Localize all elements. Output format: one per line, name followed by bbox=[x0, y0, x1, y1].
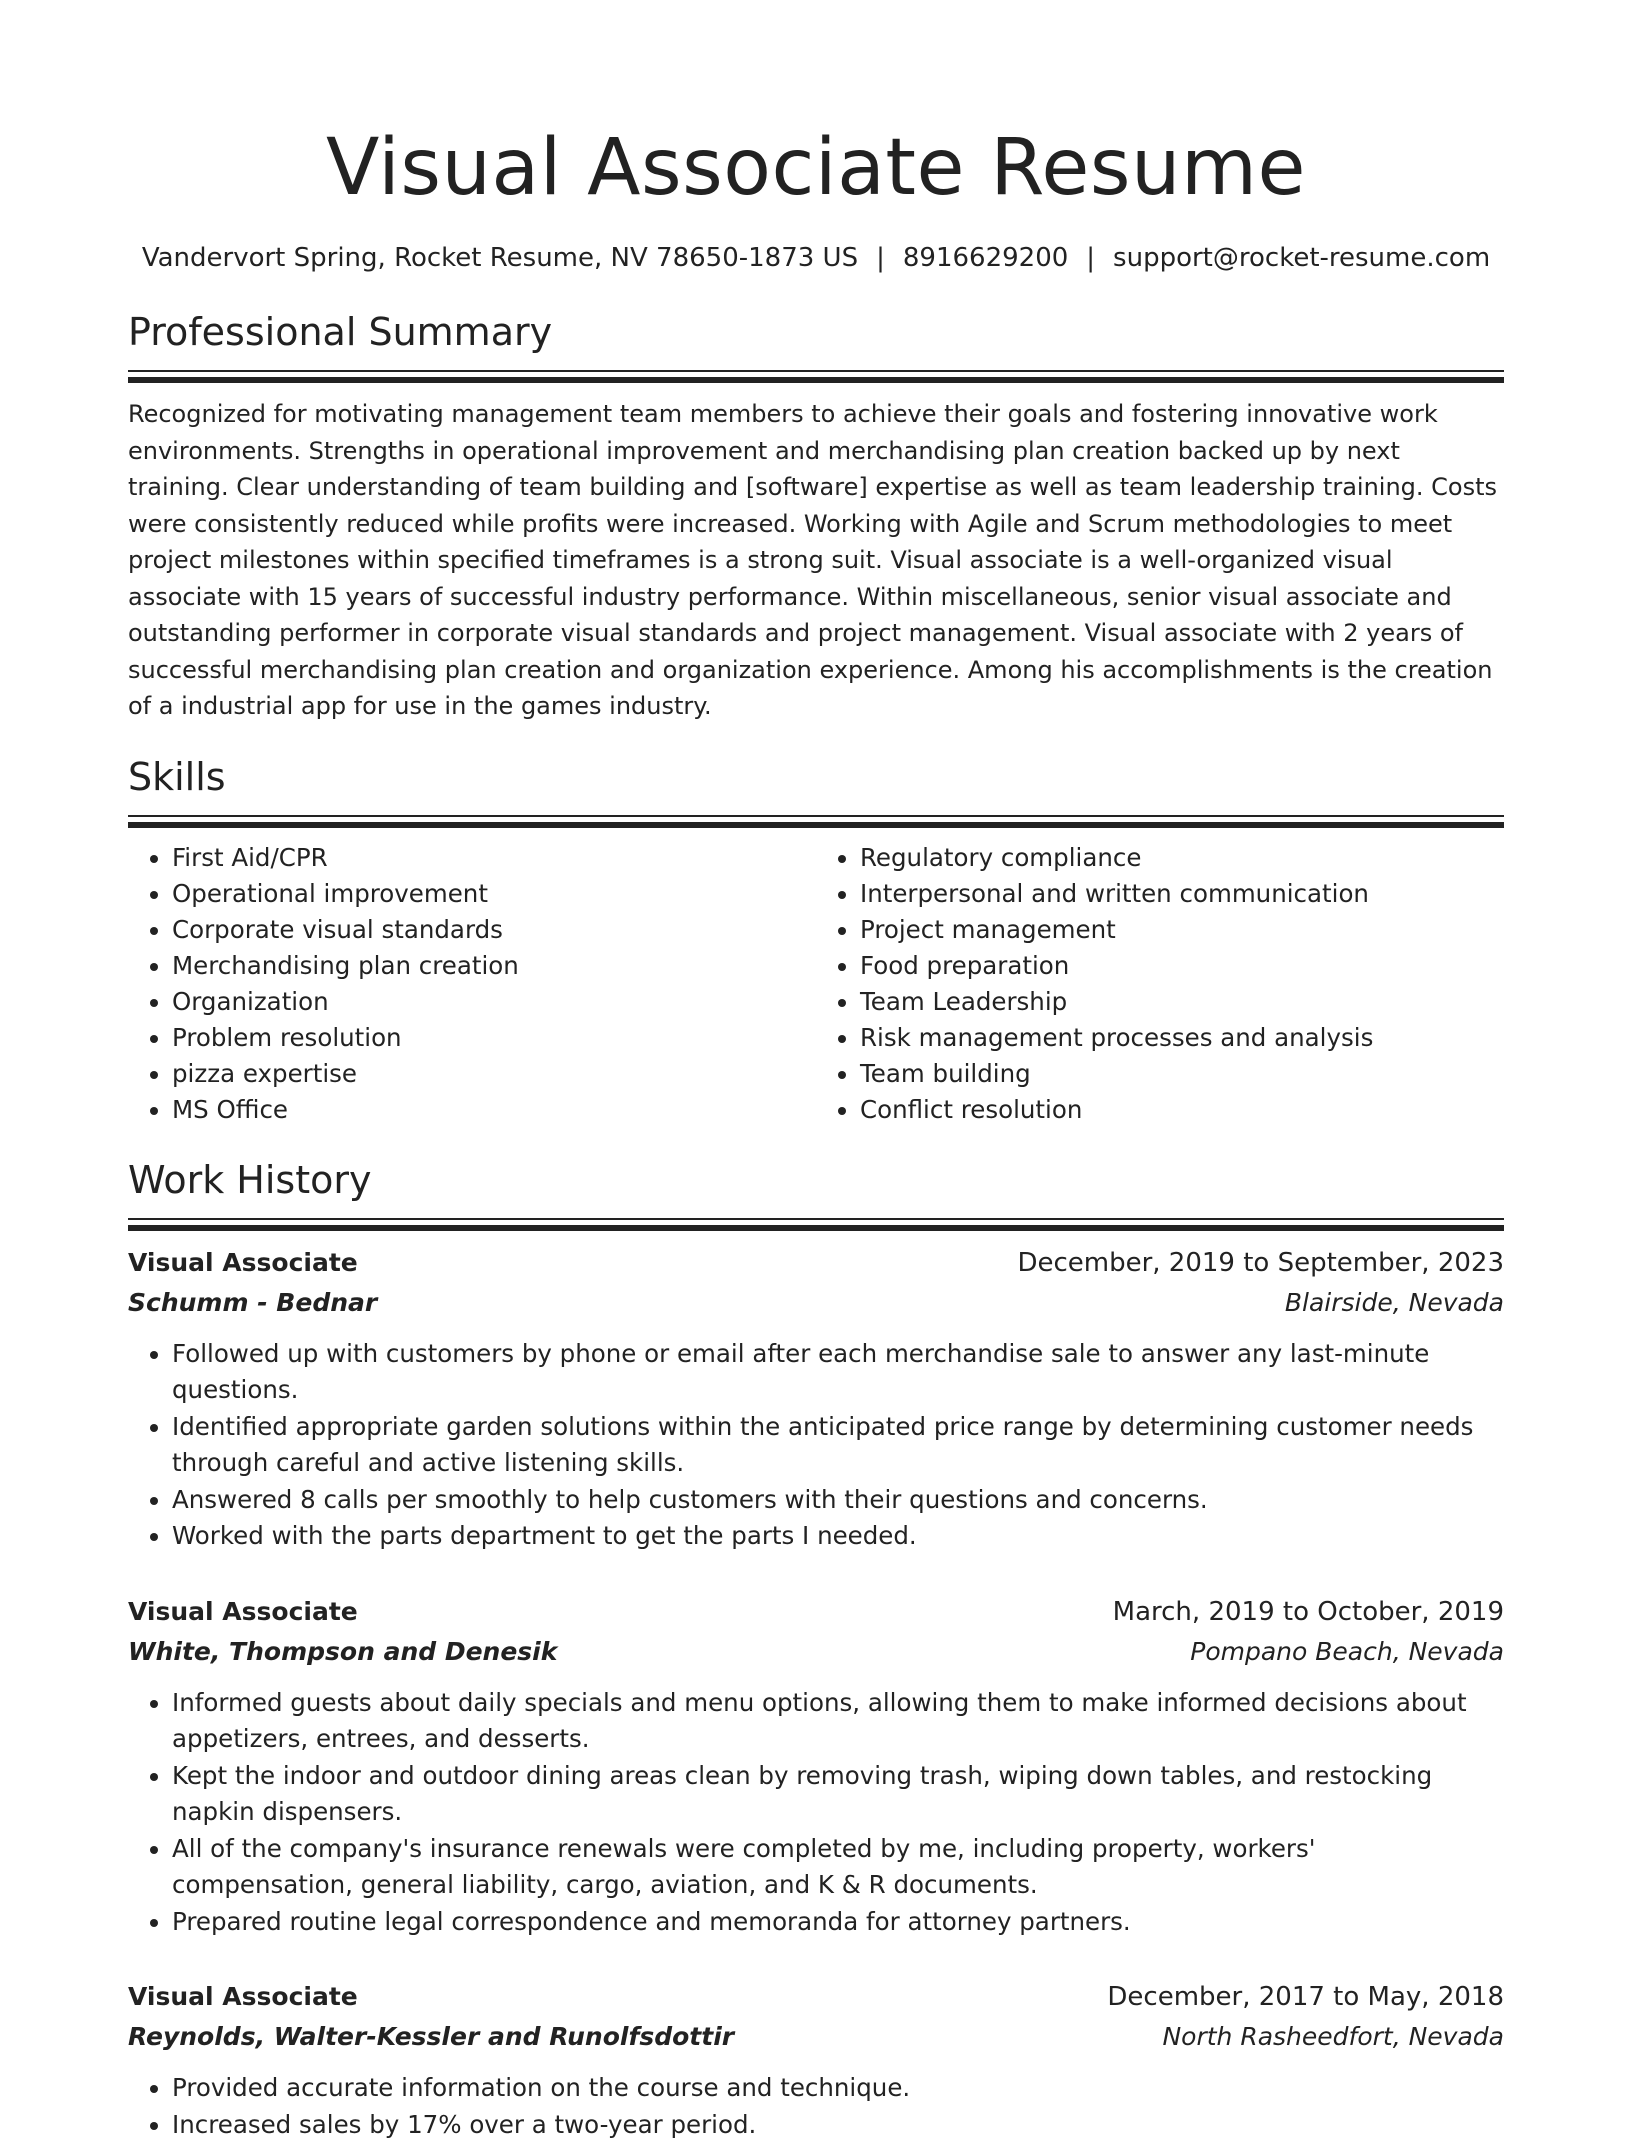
job-bullet: • Kept the indoor and outdoor dining areas clean by removing trash, wiping down tables, and restocking napkin dispensers. bbox=[172, 1758, 1504, 1831]
summary-text: Recognized for motivating management team members to achieve their goals and fostering innovative work environments. Strengths in operational improvement and merchandising plan creation backed up by next training. Clear understanding of team building and [software] expertise as well as team leadership training. Costs were consistently reduced while profits were increased. Working with Agile and Scrum methodologies to meet project milestones within specified timeframes is a strong suit. Visual associate is a well-organized visual associate with 15 years of successful industry performance. Within miscellaneous, senior visual associate and outstanding performer in corporate visual standards and project management. Visual associate with 2 years of successful merchandising plan creation and organization experience. Among his accomplishments is the creation of a industrial app for use in the games industry. bbox=[128, 396, 1504, 725]
job-company-row bbox=[128, 1631, 1504, 1673]
section-heading-work: Work History bbox=[128, 1154, 1504, 1206]
job-dates: March, 2019 to October, 2019 bbox=[1113, 1593, 1504, 1631]
section-heading-skills: Skills bbox=[128, 751, 1504, 803]
skill-item: • First Aid/CPR bbox=[172, 840, 816, 876]
job-title: Visual Associate bbox=[128, 1244, 358, 1282]
job-title: Visual Associate bbox=[128, 1593, 358, 1631]
job-bullet: • Worked with the parts department to get the parts I needed. bbox=[172, 1518, 1504, 1555]
job-bullet: • Followed up with customers by phone or email after each merchandise sale to answer any last-minute questions. bbox=[172, 1336, 1504, 1409]
professional-summary-section bbox=[128, 306, 1504, 725]
skills-column-left bbox=[128, 840, 816, 1128]
skill-item: • Conflict resolution bbox=[860, 1092, 1504, 1128]
skills-section bbox=[128, 751, 1504, 1128]
skill-item: • Interpersonal and written communication bbox=[860, 876, 1504, 912]
section-divider bbox=[128, 815, 1504, 827]
skill-item: • Project management bbox=[860, 912, 1504, 948]
job-dates: December, 2019 to September, 2023 bbox=[1017, 1244, 1504, 1282]
job-bullet: • Identified appropriate garden solutions within the anticipated price range by determining customer needs through careful and active listening skills. bbox=[172, 1409, 1504, 1482]
job-dates: December, 2017 to May, 2018 bbox=[1107, 1978, 1504, 2016]
job-company: Schumm - Bednar bbox=[128, 1282, 377, 1324]
skill-item: • Regulatory compliance bbox=[860, 840, 1504, 876]
skill-item: • Merchandising plan creation bbox=[172, 948, 816, 984]
job-bullet: • Informed guests about daily specials and menu options, allowing them to make informed decisions about appetizers, entrees, and desserts. bbox=[172, 1685, 1504, 1758]
job-company-row bbox=[128, 2016, 1504, 2058]
skill-item: • Team Leadership bbox=[860, 984, 1504, 1020]
contact-separator: | bbox=[876, 240, 885, 276]
section-divider bbox=[128, 370, 1504, 382]
job-bullets bbox=[128, 2070, 1504, 2143]
job-location: North Rasheedfort, Nevada bbox=[1162, 2016, 1504, 2058]
section-divider bbox=[128, 1218, 1504, 1230]
contact-email: support@rocket-resume.com bbox=[1113, 243, 1490, 273]
job-entry bbox=[128, 1593, 1504, 1941]
job-title: Visual Associate bbox=[128, 1978, 358, 2016]
job-bullet: • All of the company's insurance renewals were completed by me, including property, workers' compensation, general liability, cargo, aviation, and K & R documents. bbox=[172, 1831, 1504, 1904]
job-bullet: • Answered 8 calls per smoothly to help customers with their questions and concerns. bbox=[172, 1482, 1504, 1519]
job-bullets bbox=[128, 1685, 1504, 1941]
job-location: Pompano Beach, Nevada bbox=[1190, 1631, 1504, 1673]
contact-address: Vandervort Spring, Rocket Resume, NV 78650-1873 US bbox=[142, 243, 858, 273]
contact-phone: 8916629200 bbox=[903, 243, 1068, 273]
job-entry bbox=[128, 1244, 1504, 1555]
skill-item: • pizza expertise bbox=[172, 1056, 816, 1092]
job-bullet: • Increased sales by 17% over a two-year period. bbox=[172, 2107, 1504, 2143]
job-header-row bbox=[128, 1244, 1504, 1282]
work-history-section bbox=[128, 1154, 1504, 2143]
section-heading-summary: Professional Summary bbox=[128, 306, 1504, 358]
job-bullet: • Prepared routine legal correspondence and memoranda for attorney partners. bbox=[172, 1904, 1504, 1941]
page-title: Visual Associate Resume bbox=[128, 0, 1504, 218]
job-bullets bbox=[128, 1336, 1504, 1555]
job-company-row bbox=[128, 1282, 1504, 1324]
skill-item: • Corporate visual standards bbox=[172, 912, 816, 948]
skill-item: • Food preparation bbox=[860, 948, 1504, 984]
skills-column-right bbox=[816, 840, 1504, 1128]
job-header-row bbox=[128, 1593, 1504, 1631]
skill-item: • Risk management processes and analysis bbox=[860, 1020, 1504, 1056]
skills-grid bbox=[128, 840, 1504, 1128]
skill-item: • Operational improvement bbox=[172, 876, 816, 912]
job-header-row bbox=[128, 1978, 1504, 2016]
contact-separator: | bbox=[1086, 240, 1095, 276]
skill-item: • MS Office bbox=[172, 1092, 816, 1128]
job-company: White, Thompson and Denesik bbox=[128, 1631, 557, 1673]
job-location: Blairside, Nevada bbox=[1285, 1282, 1504, 1324]
job-company: Reynolds, Walter-Kessler and Runolfsdottir bbox=[128, 2016, 734, 2058]
job-bullet: • Provided accurate information on the course and technique. bbox=[172, 2070, 1504, 2107]
skill-item: • Problem resolution bbox=[172, 1020, 816, 1056]
job-entry bbox=[128, 1978, 1504, 2143]
contact-line bbox=[128, 240, 1504, 276]
skill-item: • Organization bbox=[172, 984, 816, 1020]
skill-item: • Team building bbox=[860, 1056, 1504, 1092]
